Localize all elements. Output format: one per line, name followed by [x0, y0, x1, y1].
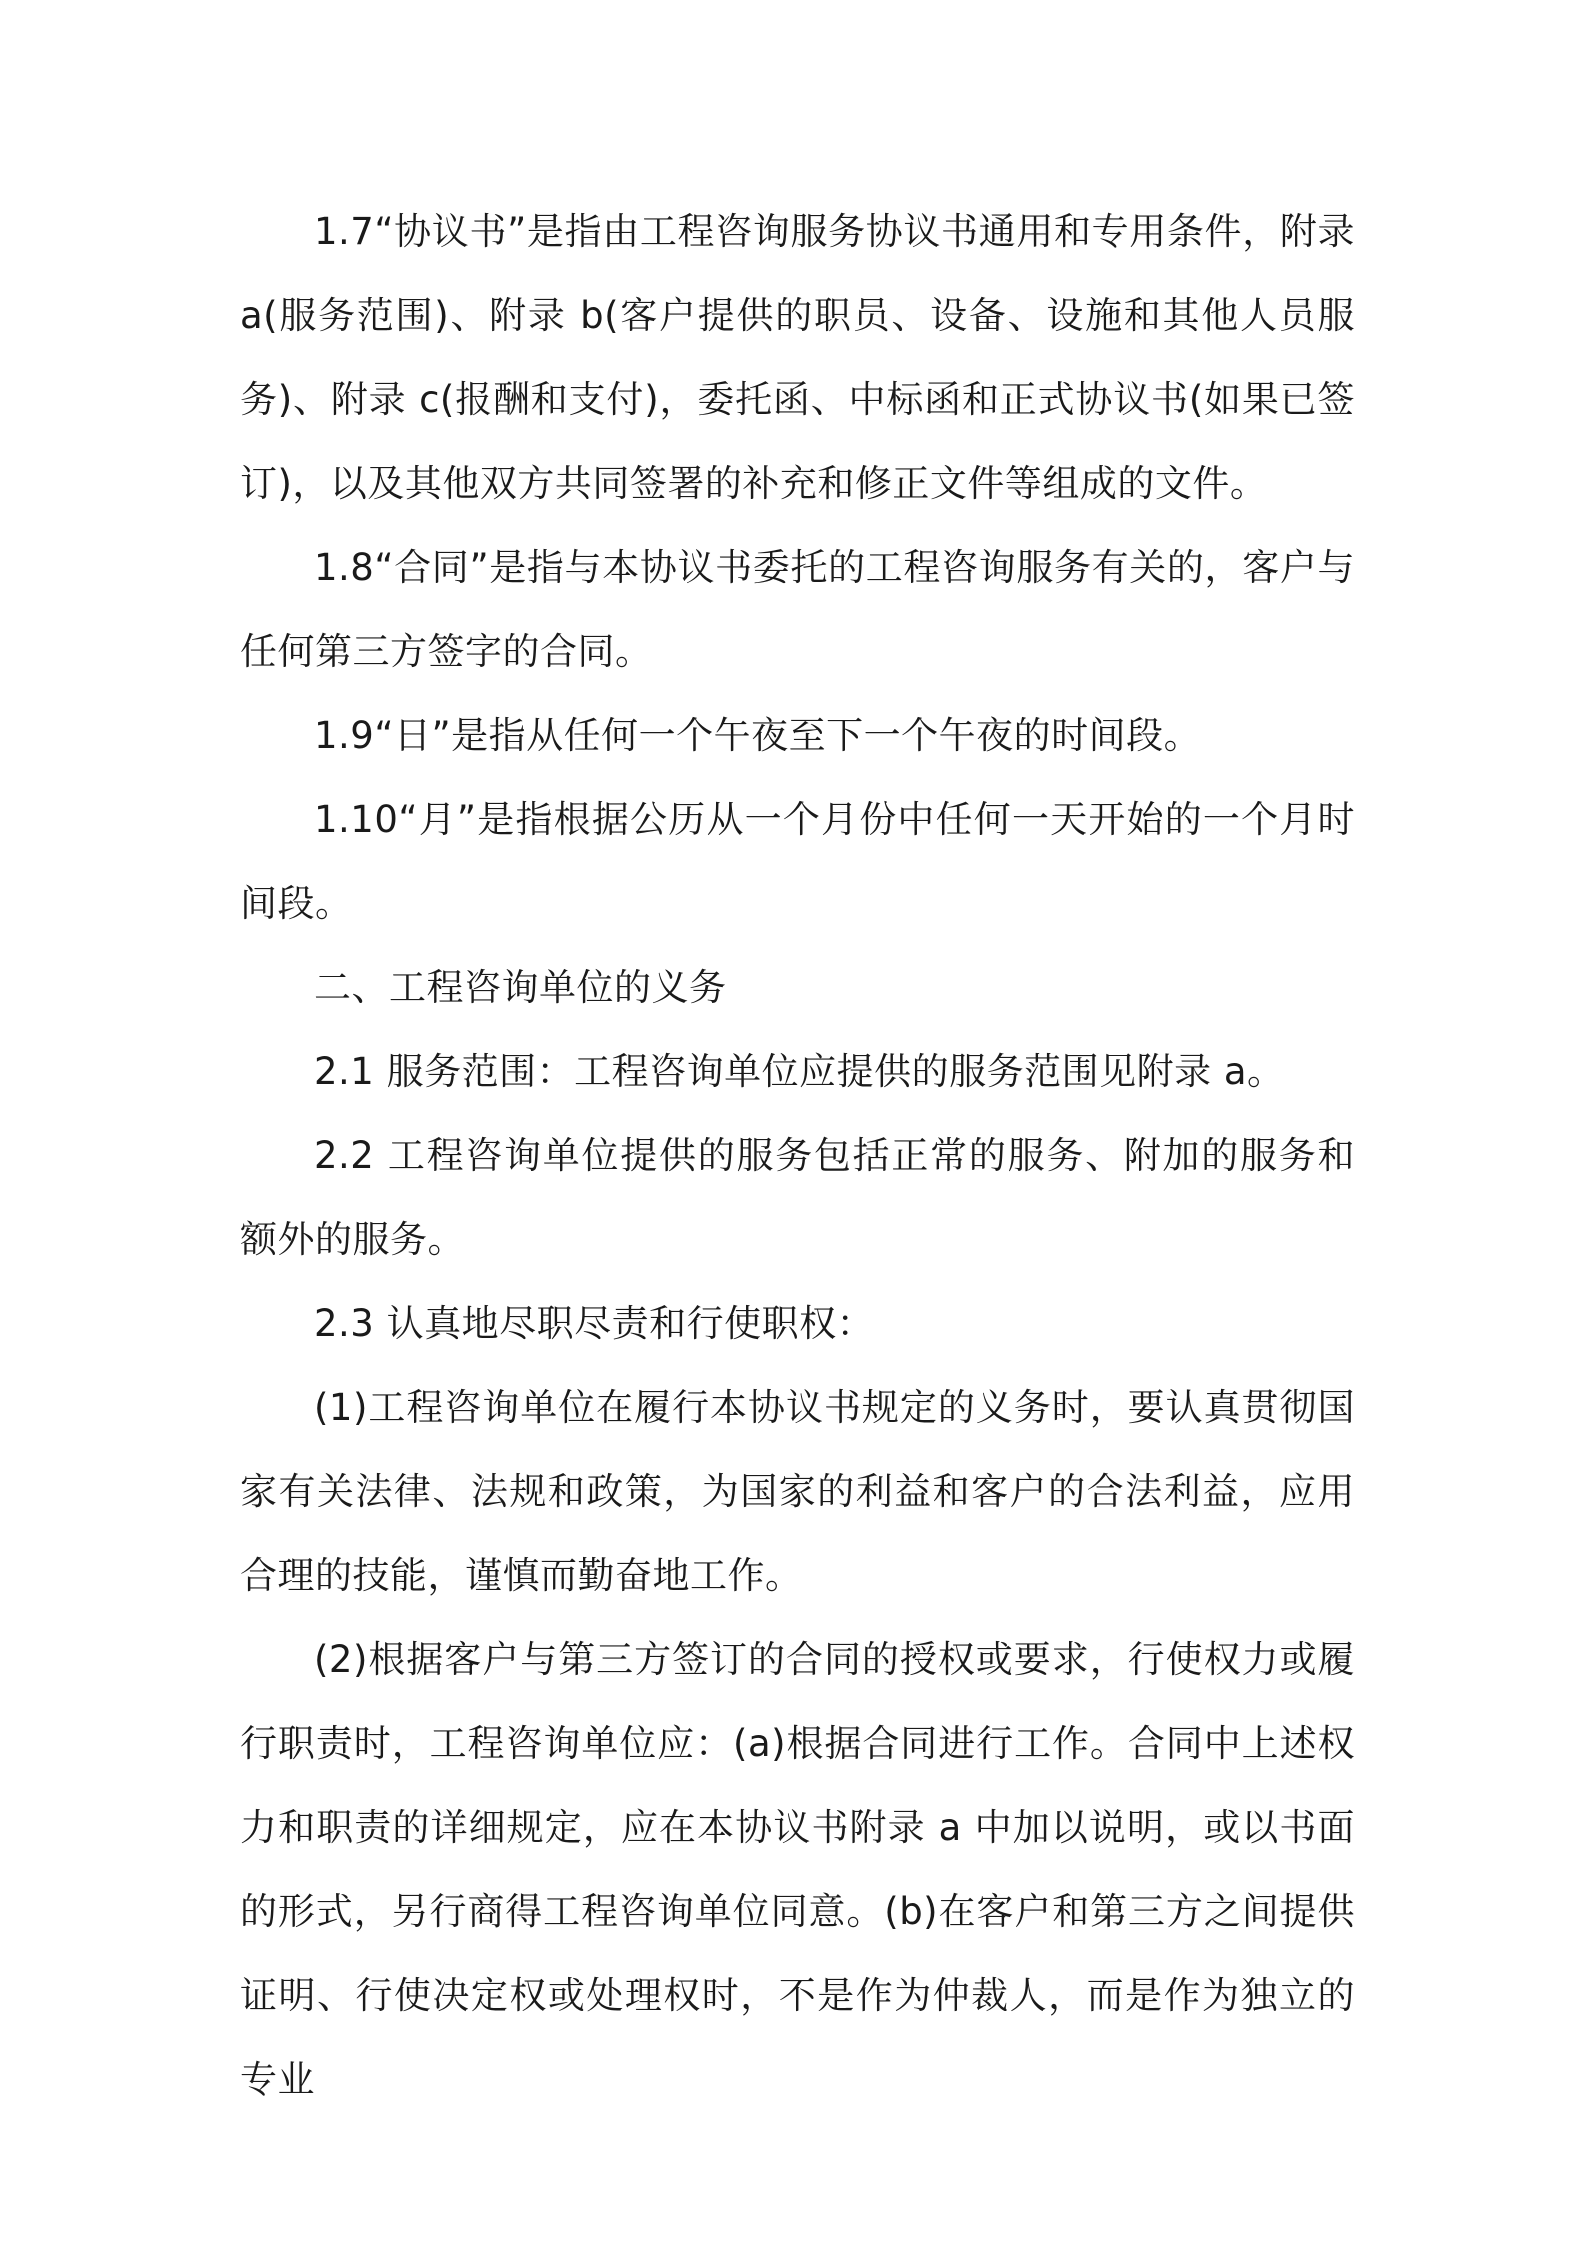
paragraph-1-8: 1.8“合同”是指与本协议书委托的工程咨询服务有关的，客户与任何第三方签字的合同。	[240, 546, 1355, 673]
section-heading-2: 二、工程咨询单位的义务	[314, 966, 727, 1009]
paragraph-2-3-1: (1)工程咨询单位在履行本协议书规定的义务时，要认真贯彻国家有关法律、法规和政策，为国家的利益和客户的合法利益，应用合理的技能，谨慎而勤奋地工作。	[240, 1386, 1355, 1597]
paragraph-1-10: 1.10“月”是指根据公历从一个月份中任何一天开始的一个月时间段。	[240, 798, 1355, 925]
paragraph-1-9: 1.9“日”是指从任何一个午夜至下一个午夜的时间段。	[314, 714, 1202, 757]
paragraph-2-3: 2.3 认真地尽职尽责和行使职权：	[314, 1302, 875, 1345]
paragraph-2-2: 2.2 工程咨询单位提供的服务包括正常的服务、附加的服务和额外的服务。	[240, 1134, 1355, 1261]
document-body	[240, 190, 1355, 2122]
paragraph-2-3-2: (2)根据客户与第三方签订的合同的授权或要求，行使权力或履行职责时，工程咨询单位应：(a)根据合同进行工作。合同中上述权力和职责的详细规定，应在本协议书附录 a 中加以说明，或以书面的形式，另行商得工程咨询单位同意。(b)在客户和第三方之间提供证明、行使决定权或处理权时，不是作为仲裁人，而是作为独立的专业	[240, 1638, 1355, 2101]
paragraph-1-7: 1.7“协议书”是指由工程咨询服务协议书通用和专用条件，附录 a(服务范围)、附录 b(客户提供的职员、设备、设施和其他人员服务)、附录 c(报酬和支付)，委托函、中标函和正式协议书(如果已签订)，以及其他双方共同签署的补充和修正文件等组成的文件。	[240, 210, 1355, 505]
paragraph-2-1: 2.1 服务范围：工程咨询单位应提供的服务范围见附录 a。	[314, 1050, 1285, 1093]
